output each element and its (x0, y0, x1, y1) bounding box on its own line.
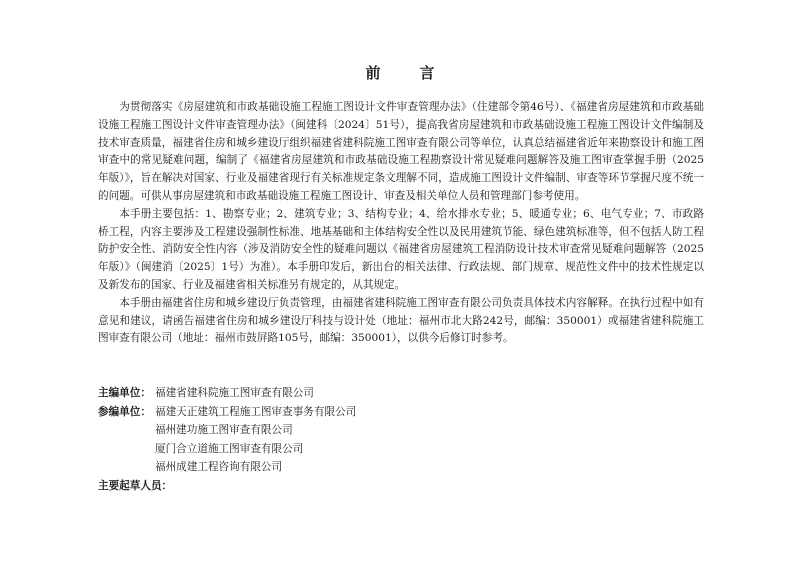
units-list (98, 384, 618, 496)
page-title: 前 言 (365, 64, 447, 82)
participating-unit-row (98, 440, 618, 459)
participating-unit-row (98, 458, 618, 477)
participating-unit-row (98, 403, 618, 422)
participating-unit-label: 参编单位： (98, 405, 151, 418)
participating-unit-name: 福州建功施工图审查有限公司 (155, 424, 293, 437)
participating-unit-name: 厦门合立道施工图审查有限公司 (155, 442, 304, 455)
paragraph-management: 本手册由福建省住房和城乡建设厅负责管理，由福建省建科院施工图审查有限公司负责具体技术内容解释。在执行过程中如有意见和建议，请函告福建省住房和城乡建设厅科技与设计处（地址：福州市北大路242号，邮编：350001）或福建省建科院施工图审查有限公司（地址：福州市鼓屏路105号，邮编：350001），以供今后修订时参考。 (98, 296, 704, 345)
drafters-row (98, 477, 618, 496)
paragraph-contents: 本手册主要包括：1、勘察专业；2、建筑专业；3、结构专业；4、给水排水专业；5、暖通专业；6、电气专业；7、市政路桥工程，内容主要涉及工程建设强制性标准、地基基础和主体结构安全性以及民用建筑节能、绿色建筑标准等，但不包括人防工程防护安全性、消防安全性内容（涉及消防安全性的疑难问题以《福建省房屋建筑工程消防设计技术审查常见疑难问题解答（2025年版）》（闽建消〔2025〕1号）为准）。本手册印发后，新出台的相关法律、行政法规、部门规章、规范性文件中的技术性规定以及新发布的国家、行业及福建省相关标准另有规定的，从其规定。 (98, 207, 704, 291)
participating-unit-row (98, 421, 618, 440)
participating-unit-name: 福建天正建筑工程施工图审查事务有限公司 (155, 405, 357, 418)
paragraph-purpose: 为贯彻落实《房屋建筑和市政基础设施工程施工图设计文件审查管理办法》（住建部令第46号）、《福建省房屋建筑和市政基础设施工程施工图设计文件审查管理办法》（闽建科〔2024〕51号），提高我省房屋建筑和市政基础设施工程施工图设计文件编制及技术审查质量，福建省住房和城乡建设厅组织福建省建科院施工图审查有限公司等单位，认真总结福建省近年来勘察设计和施工图审查中的常见疑难问题，编制了《福建省房屋建筑和市政基础设施工程勘察设计常见疑难问题解答及施工图审查掌握手册（2025年版）》，旨在解决对国家、行业及福建省现行有关标准规定条文理解不同，造成施工图设计文件编制、审查等环节掌握尺度不统一的问题。可供从事房屋建筑和市政基础设施工程施工图设计、审查及相关单位人员和管理部门参考使用。 (98, 101, 704, 202)
participating-unit-name: 福州成建工程咨询有限公司 (155, 461, 283, 474)
chief-unit-label: 主编单位： (98, 387, 151, 399)
preface-body (98, 99, 704, 348)
chief-unit-row (98, 384, 618, 403)
chief-unit-name: 福建省建科院施工图审查有限公司 (155, 387, 314, 399)
drafters-label: 主要起草人员： (98, 479, 173, 492)
